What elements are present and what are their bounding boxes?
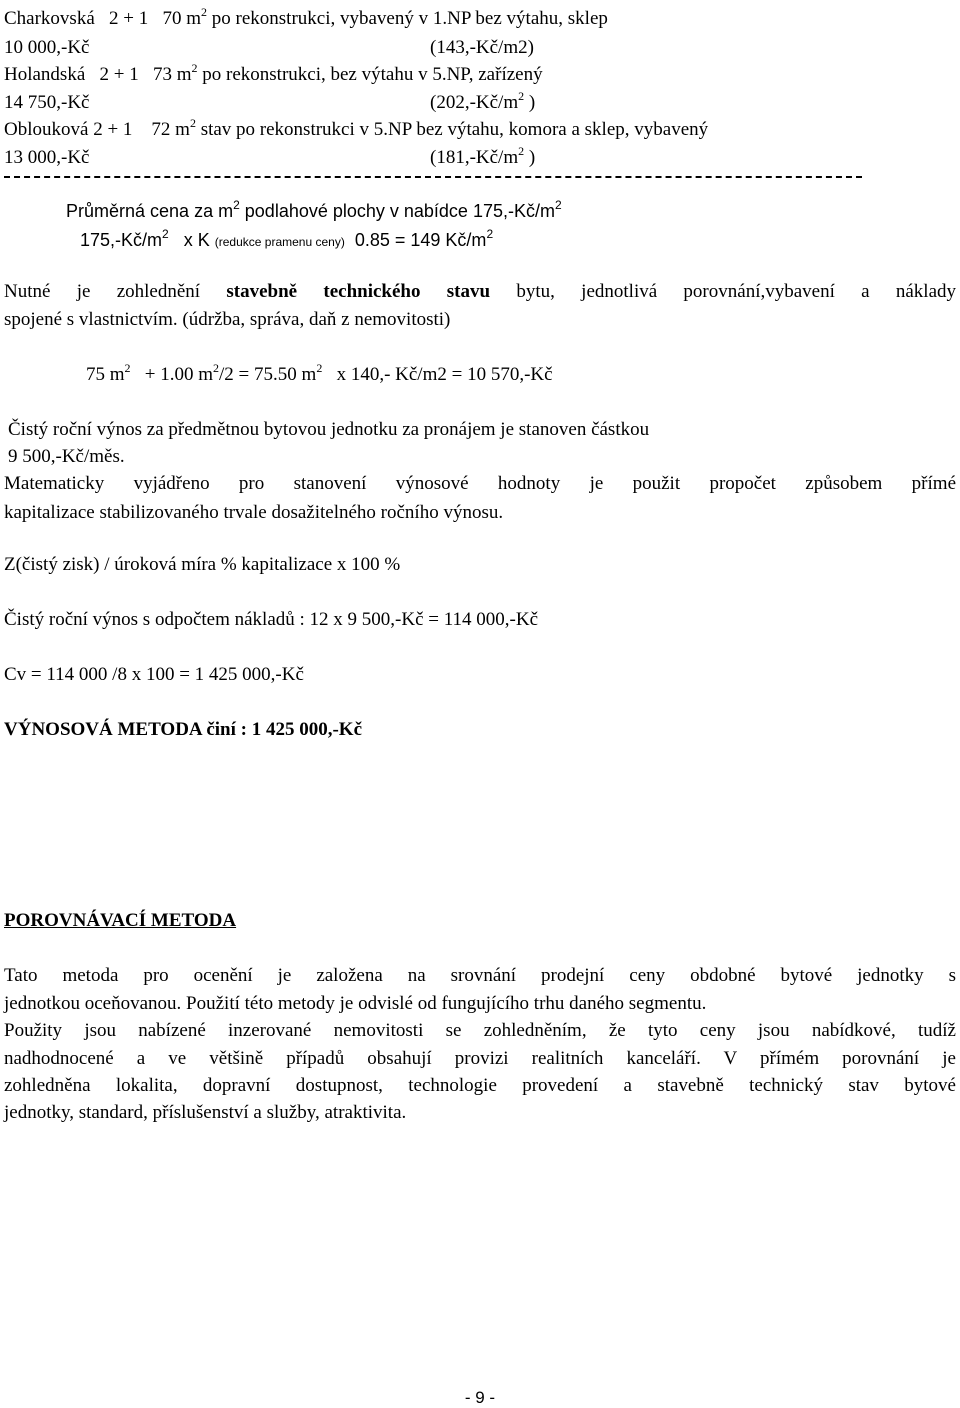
listing-price-holandska [4, 89, 536, 114]
yield-method-result: VÝNOSOVÁ METODA činí : 1 425 000,-Kč [4, 719, 363, 740]
comparison-line-4: nadhodnocené a ve většině případů obsahují provizi realitních kanceláří. V přímém porovnání je [4, 1048, 956, 1069]
area-calculation [86, 361, 553, 386]
paren: ) [528, 92, 536, 113]
price: 13 000,-Kč [4, 147, 90, 168]
exponent: 2 [518, 144, 525, 158]
calc-part: x 140,- Kč/m2 = 10 570,-Kč [336, 364, 553, 385]
exponent: 2 [486, 227, 494, 241]
note-text: Nutné je zohlednění [4, 281, 201, 302]
layout: 2 + 1 [93, 119, 133, 140]
note-paragraph-line-2: spojené s vlastnictvím. (údržba, správa, daň z nemovitosti) [4, 309, 451, 330]
coefficient-label: x K [183, 230, 210, 250]
comparison-method-title: POROVNÁVACÍ METODA [4, 910, 237, 931]
listing-price-obloukova [4, 144, 536, 169]
layout: 2 + 1 [109, 8, 149, 29]
description: stav po rekonstrukci v 5.NP bez výtahu, komora a sklep, vybavený [200, 119, 709, 140]
street-name: Charkovská [4, 8, 95, 29]
exponent: 2 [518, 89, 525, 103]
avg-rest: podlahové plochy v nabídce 175,-Kč/m [244, 201, 555, 221]
unit-price [430, 89, 536, 114]
exponent: 2 [124, 361, 131, 375]
exponent: 2 [554, 198, 562, 212]
layout: 2 + 1 [99, 64, 139, 85]
price: 10 000,-Kč [4, 37, 90, 58]
yield-line-4: kapitalizace stabilizovaného trvale dosažitelného ročního výnosu. [4, 502, 504, 523]
page-number: - 9 - [464, 1388, 496, 1407]
comparison-line-6: jednotky, standard, příslušenství a služby, atraktivita. [4, 1102, 407, 1123]
unit-price [430, 144, 536, 169]
note-bold: stavebně technického stavu [226, 281, 491, 302]
listing-price-charkovska [4, 37, 534, 59]
yield-line-2: 9 500,-Kč/měs. [8, 446, 125, 467]
street-name: Oblouková [4, 119, 89, 140]
reduced-price: 0.85 = 149 Kč/m [354, 230, 487, 250]
area: 73 m [152, 64, 192, 85]
calc-part: 75 m [86, 364, 125, 385]
comparison-line-3: Použity jsou nabízené inzerované nemovitosti se zohledněním, že tyto ceny jsou nabídkové, tudíž [4, 1020, 956, 1041]
comparison-line-1: Tato metoda pro ocenění je založena na srovnání prodejní ceny obdobné bytové jednotky s [4, 965, 956, 986]
unit-price: (143,-Kč/m2) [430, 37, 534, 58]
exponent: 2 [213, 361, 220, 375]
listing-row-obloukova [4, 116, 709, 141]
unit-price-text: (202,-Kč/m [430, 92, 519, 113]
comparison-line-5: zohledněna lokalita, dopravní dostupnost, technologie provedení a stavebně technický stav bytové [4, 1075, 956, 1096]
description: po rekonstrukci, vybavený v 1.NP bez výtahu, sklep [211, 8, 608, 29]
area: 70 m [162, 8, 202, 29]
paren: ) [528, 147, 536, 168]
comparison-line-2: jednotkou oceňovanou. Použití této metody je odvislé od fungujícího trhu daného segmentu. [4, 993, 707, 1014]
yield-line-3: Matematicky vyjádřeno pro stanovení výnosové hodnoty je použit propočet způsobem přímé [4, 473, 956, 494]
price-per-m2: 175,-Kč/m [80, 230, 163, 250]
capitalized-value: Cv = 114 000 /8 x 100 = 1 425 000,-Kč [4, 664, 304, 685]
calc-part: + 1.00 m [144, 364, 214, 385]
average-price-line [66, 200, 562, 222]
price: 14 750,-Kč [4, 92, 90, 113]
net-annual-yield: Čistý roční výnos s odpočtem nákladů : 12 x 9 500,-Kč = 114 000,-Kč [4, 609, 539, 630]
exponent: 2 [316, 361, 323, 375]
note-text: bytu, jednotlivá porovnání,vybavení a náklady [516, 281, 957, 302]
exponent: 2 [162, 227, 169, 241]
calc-part: /2 = 75.50 m [219, 364, 317, 385]
exponent: 2 [201, 5, 208, 19]
coefficient-note: (redukce pramenu ceny) [214, 235, 345, 249]
listing-row-charkovska [4, 5, 608, 30]
listing-row-holandska [4, 61, 543, 86]
capitalization-formula: Z(čistý zisk) / úroková míra % kapitalizace x 100 % [4, 554, 401, 575]
avg-text: Průměrná cena za m [66, 201, 234, 221]
unit-price-text: (181,-Kč/m [430, 147, 519, 168]
exponent: 2 [189, 116, 196, 130]
street-name: Holandská [4, 64, 86, 85]
yield-line-1: Čistý roční výnos za předmětnou bytovou jednotku za pronájem je stanoven částkou [8, 419, 650, 440]
reduced-price-line [80, 229, 493, 253]
exponent: 2 [191, 61, 198, 75]
area: 72 m [151, 119, 190, 140]
exponent: 2 [233, 198, 240, 212]
dashed-separator [4, 176, 862, 180]
note-paragraph-line-1 [4, 281, 956, 303]
description: po rekonstrukci, bez výtahu v 5.NP, zařízený [202, 64, 543, 85]
